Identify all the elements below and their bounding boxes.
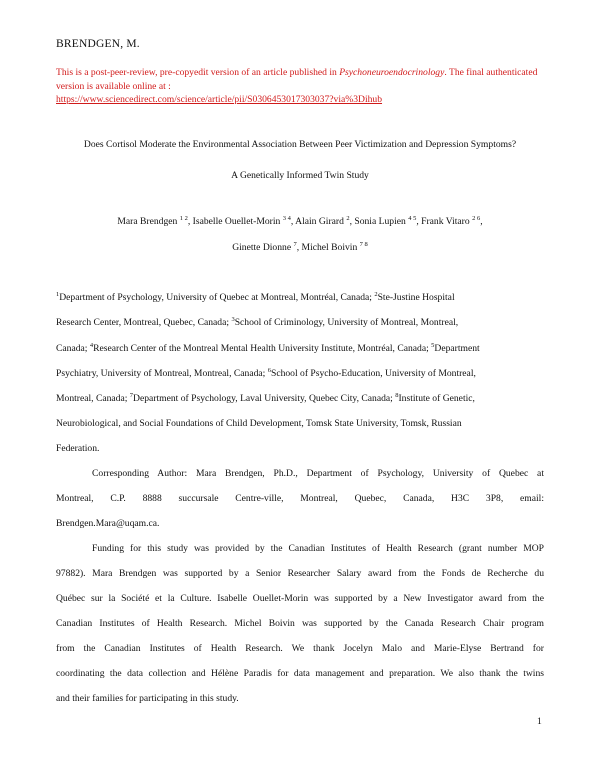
notice-text-after: . The final authenticated version is available online at : bbox=[56, 67, 538, 92]
affiliation-text: Montreal, Canada; bbox=[56, 393, 130, 404]
author-name: Mara Brendgen bbox=[117, 216, 178, 227]
paragraph-line: coordinating the data collection and Hélène Paradis for data management and preparation. We also thank the twins bbox=[56, 668, 544, 679]
affiliation-mark: 1 bbox=[56, 291, 60, 298]
paragraph-line: Funding for this study was provided by the Canadian Institutes of Health Research (grant number MOP bbox=[92, 543, 544, 554]
author-separator: , bbox=[480, 216, 483, 227]
affiliation-line bbox=[56, 292, 455, 303]
affiliation-line bbox=[56, 343, 480, 354]
affiliation-text: Research Center, Montreal, Quebec, Canada; bbox=[56, 317, 232, 328]
article-link[interactable]: https://www.sciencedirect.com/science/article/pii/S0306453017303037?via%3Dihub bbox=[56, 94, 383, 105]
affiliation-text: Ste-Justine Hospital bbox=[377, 292, 455, 303]
author-name: Ginette Dionne bbox=[232, 242, 292, 253]
affiliation-text: Department of Psychology, Laval University, Quebec City, Canada; bbox=[133, 393, 396, 404]
affiliation-text: Canada; bbox=[56, 343, 90, 354]
author-separator: , bbox=[416, 216, 422, 227]
paragraph-line: Montreal, C.P. 8888 succursale Centre-ville, Montreal, Quebec, Canada, H3C 3P8, email: bbox=[56, 493, 544, 504]
affiliation-text: Research Center of the Montreal Mental Health University Institute, Montréal, Canada; bbox=[93, 343, 432, 354]
author-affiliation-marks: 2 bbox=[346, 215, 350, 222]
paragraph-line: Brendgen.Mara@uqam.ca. bbox=[56, 518, 160, 529]
author-affiliation-marks: 2 6 bbox=[472, 215, 481, 222]
running-head: BRENDGEN, M. bbox=[56, 38, 140, 50]
author-affiliation-marks: 4 5 bbox=[408, 215, 417, 222]
author-name: Alain Girard bbox=[295, 216, 344, 227]
affiliation-text: School of Criminology, University of Montreal, Montreal, bbox=[234, 317, 459, 328]
author-name: Sonia Lupien bbox=[354, 216, 406, 227]
author-affiliation-marks: 1 2 bbox=[179, 215, 188, 222]
author-affiliation-marks: 7 bbox=[293, 241, 297, 248]
paragraph-line: from the Canadian Institutes of Health Research. We thank Jocelyn Malo and Marie-Elyse Bertrand for bbox=[56, 643, 544, 654]
affiliation-line bbox=[56, 317, 458, 328]
publication-notice bbox=[56, 66, 556, 107]
affiliation-text: Institute of Genetic, bbox=[398, 393, 475, 404]
author-separator: , bbox=[296, 242, 302, 253]
author-line-1 bbox=[40, 216, 560, 227]
affiliation-mark: 3 bbox=[231, 316, 235, 323]
affiliation-mark: 4 bbox=[89, 342, 94, 349]
paragraph-line: and their families for participating in this study. bbox=[56, 693, 239, 704]
affiliation-text: Department bbox=[434, 343, 480, 354]
paper-title: Does Cortisol Moderate the Environmental Association Between Peer Victimization and Depression Symptoms? bbox=[83, 139, 517, 150]
affiliation-line: Neurobiological, and Social Foundations of Child Development, Tomsk State University, Tomsk, Russian bbox=[56, 418, 462, 429]
author-separator: , bbox=[349, 216, 355, 227]
author-separator: , bbox=[187, 216, 193, 227]
author-name: Frank Vitaro bbox=[421, 216, 470, 227]
paper-subtitle: A Genetically Informed Twin Study bbox=[231, 170, 369, 181]
affiliation-mark: 8 bbox=[395, 392, 399, 399]
paragraph-line: Québec sur la Société et la Culture. Isabelle Ouellet-Morin was supported by a New Investigator award from the bbox=[56, 593, 544, 604]
affiliation-line bbox=[56, 393, 475, 404]
author-separator: , bbox=[290, 216, 296, 227]
affiliation-text: Department of Psychology, University of Quebec at Montreal, Montréal, Canada; bbox=[59, 292, 375, 303]
affiliation-line: Federation. bbox=[56, 443, 100, 454]
affiliation-mark: 7 bbox=[129, 392, 134, 399]
author-affiliation-marks: 7 8 bbox=[359, 241, 368, 248]
paragraph-line: Corresponding Author: Mara Brendgen, Ph.D., Department of Psychology, University of Quebec at bbox=[92, 468, 544, 479]
author-name: Michel Boivin bbox=[301, 242, 358, 253]
author-affiliation-marks: 3 4 bbox=[282, 215, 291, 222]
affiliation-mark: 2 bbox=[374, 291, 378, 298]
affiliation-mark: 5 bbox=[431, 342, 435, 349]
author-line-2 bbox=[40, 242, 560, 253]
paragraph-line: 97882). Mara Brendgen was supported by a Senior Researcher Salary award from the Fonds de Recherche du bbox=[56, 568, 544, 579]
affiliation-line bbox=[56, 368, 476, 379]
page-number: 1 bbox=[537, 716, 542, 727]
affiliation-mark: 6 bbox=[267, 367, 271, 374]
notice-text-before: This is a post-peer-review, pre-copyedit version of an article published in bbox=[56, 67, 340, 78]
paragraph-line: Canadian Institutes of Health Research. Michel Boivin was supported by the Canada Research Chair program bbox=[56, 618, 544, 629]
author-name: Isabelle Ouellet-Morin bbox=[192, 216, 281, 227]
affiliation-text: Psychiatry, University of Montreal, Montreal, Canada; bbox=[56, 368, 268, 379]
journal-name: Psychoneuroendocrinology bbox=[339, 67, 445, 78]
affiliation-text: School of Psycho-Education, University of Montreal, bbox=[270, 368, 476, 379]
